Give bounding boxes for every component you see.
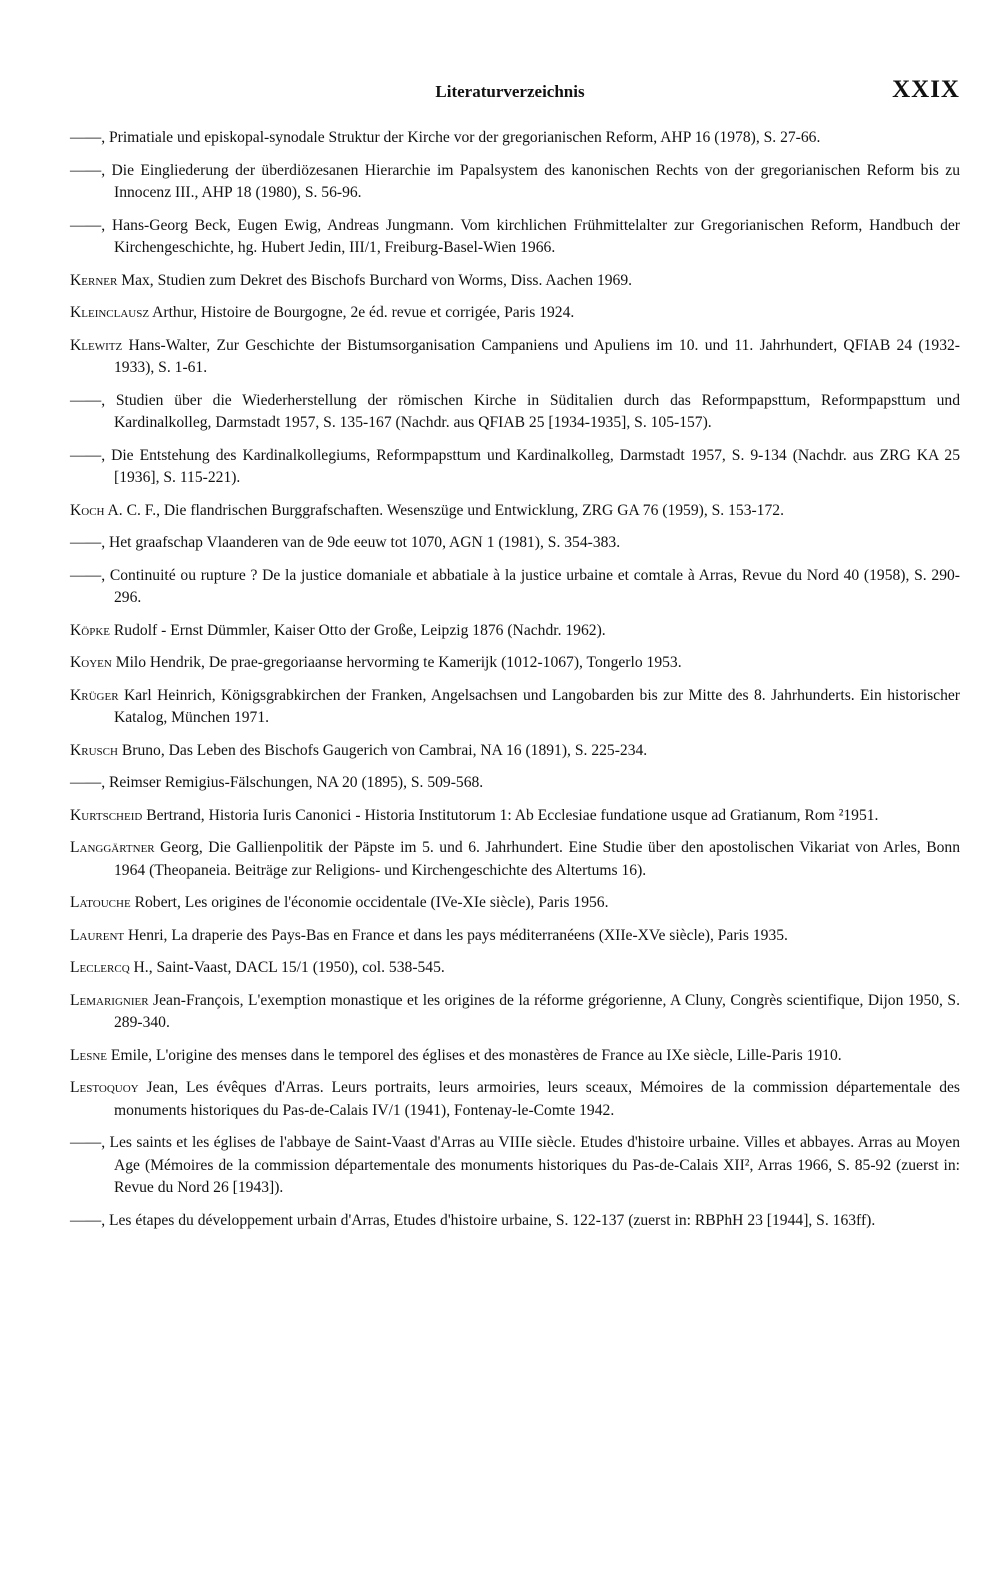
entry-text: ——, Primatiale und episkopal-synodale Struktur der Kirche vor der gregorianischen Reform, AHP 16 (1978), S. 27-66. bbox=[70, 129, 821, 146]
bibliography-entry bbox=[70, 652, 960, 675]
entry-text: ——, Die Entstehung des Kardinalkollegiums, Reformpapsttum und Kardinalkolleg, Darmstadt 1957, S. 9-134 (Nachdr. aus ZRG KA 25 [1936], S. 115-221). bbox=[70, 446, 960, 486]
entry-text: ——, Les étapes du développement urbain d'Arras, Etudes d'histoire urbaine, S. 122-137 (zuerst in: RBPhH 23 [1944], S. 163ff). bbox=[70, 1211, 876, 1229]
entry-text: ——, Hans-Georg Beck, Eugen Ewig, Andreas Jungmann. Vom kirchlichen Frühmittelalter zur Gregorianischen Reform, Handbuch der Kirchengeschichte, hg. Hubert Jedin, III/1, Freiburg-Basel-Wien 1966. bbox=[70, 216, 960, 256]
entry-text: Arthur, Histoire de Bourgogne, 2e éd. revue et corrigée, Paris 1924. bbox=[149, 304, 575, 321]
entry-author: Leclercq bbox=[70, 959, 130, 976]
entry-text: Bertrand, Historia Iuris Canonici - Historia Institutorum 1: Ab Ecclesiae fundatione usque ad Gratianum, Rom ²1951. bbox=[142, 806, 879, 824]
bibliography-entry bbox=[70, 740, 960, 763]
bibliography-entry bbox=[70, 565, 960, 610]
page-number: XXIX bbox=[892, 76, 960, 103]
entry-text: Bruno, Das Leben des Bischofs Gaugerich von Cambrai, NA 16 (1891), S. 225-234. bbox=[117, 741, 648, 759]
bibliography-entry bbox=[70, 990, 960, 1035]
entry-text: ——, Reimser Remigius-Fälschungen, NA 20 (1895), S. 509-568. bbox=[70, 774, 484, 791]
entry-text: A. C. F., Die flandrischen Burggrafschaften. Wesenszüge und Entwicklung, ZRG GA 76 (1959), S. 153-172. bbox=[104, 501, 784, 519]
bibliography-entry bbox=[70, 620, 960, 643]
bibliography-entry bbox=[70, 957, 960, 980]
entry-text: ——, Studien über die Wiederherstellung der römischen Kirche in Süditalien durch das Reformpapsttum, Reformpapsttum und Kardinalkolleg, Darmstadt 1957, S. 135-167 (Nachdr. aus QFIAB 25 [1934-1935], S. 105-157). bbox=[70, 391, 960, 431]
bibliography-entry bbox=[70, 335, 960, 380]
entry-author: Krüger bbox=[70, 686, 119, 704]
entry-author: Kurtscheid bbox=[70, 806, 143, 824]
bibliography-entry bbox=[70, 805, 960, 828]
bibliography-entry bbox=[70, 925, 960, 948]
entry-text: ——, Die Eingliederung der überdiözesanen Hierarchie im Papalsystem des kanonischen Rechts von der gregorianischen Reform bis zu Innocenz III., AHP 18 (1980), S. 56-96. bbox=[70, 161, 960, 201]
bibliography-entry bbox=[70, 1077, 960, 1122]
entry-author: Krusch bbox=[70, 741, 118, 759]
entry-text: Hans-Walter, Zur Geschichte der Bistumsorganisation Campaniens und Apuliens im 10. und 11. Jahrhundert, QFIAB 24 (1932-1933), S. 1-61. bbox=[114, 336, 960, 376]
entry-text: Max, Studien zum Dekret des Bischofs Burchard von Worms, Diss. Aachen 1969. bbox=[117, 271, 633, 289]
entry-author: Koch bbox=[70, 501, 105, 519]
bibliography-entry bbox=[70, 532, 960, 555]
bibliography-entry bbox=[70, 892, 960, 915]
entry-text: Georg, Die Gallienpolitik der Päpste im 5. und 6. Jahrhundert. Eine Studie über den apostolischen Vikariat von Arles, Bonn 1964 (Theopaneia. Beiträge zur Religions- und Kirchengeschichte des Altertums 16). bbox=[114, 839, 960, 879]
bibliography-entry bbox=[70, 685, 960, 730]
entry-text: Robert, Les origines de l'économie occidentale (IVe-XIe siècle), Paris 1956. bbox=[130, 894, 609, 911]
page-header bbox=[60, 76, 960, 110]
entry-author: Langgärtner bbox=[70, 839, 155, 856]
entry-text: Jean-François, L'exemption monastique et les origines de la réforme grégorienne, A Cluny, Congrès scientifique, Dijon 1950, S. 289-340. bbox=[114, 991, 960, 1031]
entry-author: Kerner bbox=[70, 271, 118, 289]
bibliography-entry bbox=[70, 837, 960, 882]
bibliography-entry bbox=[70, 390, 960, 435]
entry-text: Karl Heinrich, Königsgrabkirchen der Franken, Angelsachsen und Langobarden bis zur Mitte des 8. Jahrhunderts. Ein historischer Katalog, München 1971. bbox=[114, 686, 960, 726]
entry-author: Laurent bbox=[70, 926, 125, 944]
bibliography-entry bbox=[70, 127, 960, 150]
entry-text: H., Saint-Vaast, DACL 15/1 (1950), col. 538-545. bbox=[129, 959, 445, 976]
bibliography-entry bbox=[70, 160, 960, 205]
entry-text: ——, Les saints et les églises de l'abbaye de Saint-Vaast d'Arras au VIIIe siècle. Etudes d'histoire urbaine. Villes et abbayes. Arras au Moyen Age (Mémoires de la commission départementale des monuments historiques du Pas-de-Calais XII², Arras 1966, S. 85-92 (zuerst in: Revue du Nord 26 [1943]). bbox=[70, 1134, 960, 1196]
entry-text: Henri, La draperie des Pays-Bas en France et dans les pays méditerranéens (XIIe-XVe siècle), Paris 1935. bbox=[124, 926, 788, 944]
entry-author: Lemarignier bbox=[70, 991, 149, 1009]
bibliography-entry bbox=[70, 1132, 960, 1200]
bibliography-entry bbox=[70, 270, 960, 293]
entry-text: ——, Continuité ou rupture ? De la justice domaniale et abbatiale à la justice urbaine et comtale à Arras, Revue du Nord 40 (1958), S. 290-296. bbox=[70, 566, 960, 606]
entry-text: Emile, L'origine des menses dans le temporel des églises et des monastères de France au IXe siècle, Lille-Paris 1910. bbox=[107, 1046, 842, 1064]
bibliography-entry bbox=[70, 445, 960, 490]
bibliography-entry bbox=[70, 302, 960, 325]
bibliography-entry bbox=[70, 1045, 960, 1068]
entry-author: Klewitz bbox=[70, 336, 123, 354]
entry-author: Kleinclausz bbox=[70, 304, 150, 321]
bibliography-list bbox=[70, 127, 960, 1242]
bibliography-entry bbox=[70, 1210, 960, 1233]
entry-author: Koyen bbox=[70, 654, 112, 671]
entry-author: Lestoquoy bbox=[70, 1079, 139, 1096]
entry-text: Rudolf - Ernst Dümmler, Kaiser Otto der Große, Leipzig 1876 (Nachdr. 1962). bbox=[110, 621, 606, 639]
bibliography-entry bbox=[70, 500, 960, 523]
bibliography-entry bbox=[70, 772, 960, 795]
entry-text: ——, Het graafschap Vlaanderen van de 9de eeuw tot 1070, AGN 1 (1981), S. 354-383. bbox=[70, 534, 621, 551]
entry-text: Jean, Les évêques d'Arras. Leurs portraits, leurs armoiries, leurs sceaux, Mémoires de la commission départementale des monuments historiques du Pas-de-Calais IV/1 (1941), Fontenay-le-Comte 1942. bbox=[114, 1079, 960, 1119]
entry-author: Latouche bbox=[70, 894, 131, 911]
entry-text: Milo Hendrik, De prae-gregoriaanse hervorming te Kamerijk (1012-1067), Tongerlo 1953. bbox=[111, 654, 682, 671]
entry-author: Lesne bbox=[70, 1046, 108, 1064]
running-title: Literaturverzeichnis bbox=[435, 82, 585, 101]
entry-author: Köpke bbox=[70, 621, 110, 639]
bibliography-entry bbox=[70, 215, 960, 260]
